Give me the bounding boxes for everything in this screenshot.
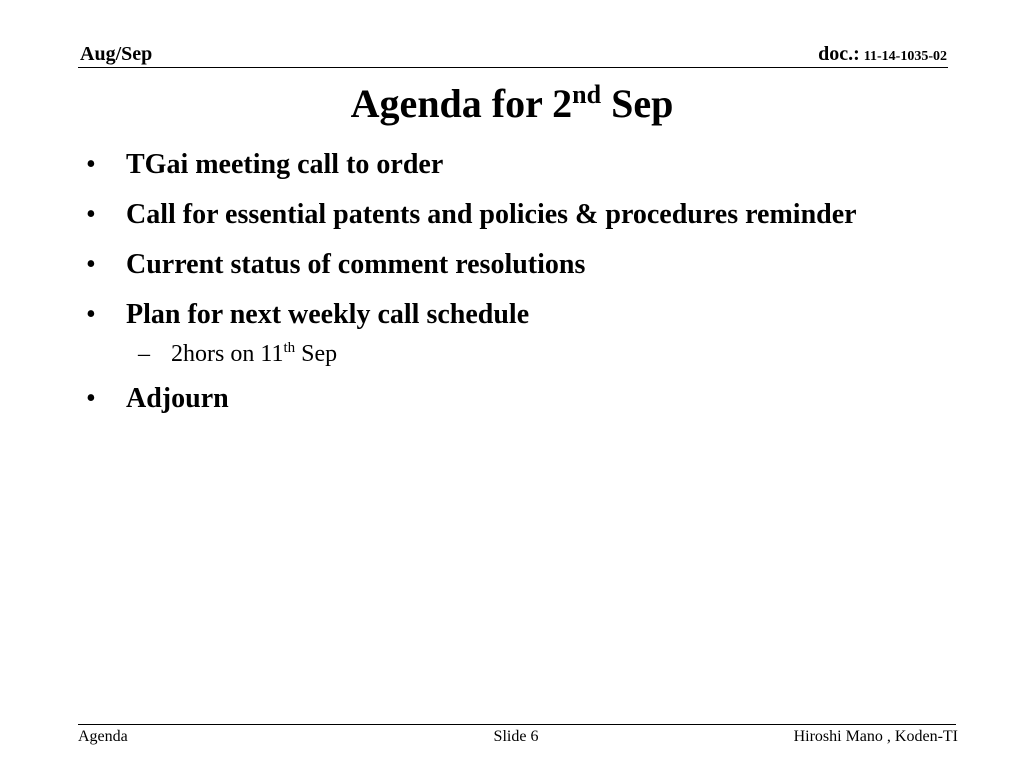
footer-slide-number: Slide 6 — [493, 728, 539, 745]
bullet-marker: • — [86, 383, 96, 414]
slide-title — [0, 80, 1024, 128]
footer-topic: Agenda — [78, 728, 128, 745]
agenda-list — [86, 145, 916, 429]
header-divider — [78, 67, 948, 68]
agenda-item — [86, 245, 916, 285]
agenda-item-text: Call for essential patents and policies & procedures reminder — [126, 199, 857, 230]
footer-author: Hiroshi Mano , Koden-TI — [793, 728, 958, 745]
header-doc-reference — [818, 42, 947, 69]
agenda-item-text: Plan for next weekly call schedule — [126, 299, 530, 330]
title-main: Agenda for 2 — [350, 81, 573, 126]
agenda-item — [86, 295, 916, 335]
sub-item-text-before: 2hors on 11 — [171, 341, 284, 367]
agenda-item — [86, 379, 916, 419]
agenda-item-text: Current status of comment resolutions — [126, 249, 586, 280]
title-superscript: nd — [572, 80, 602, 109]
bullet-marker: • — [86, 149, 96, 180]
sub-bullet-marker: – — [138, 341, 150, 367]
sub-item-text-after: Sep — [295, 341, 338, 367]
title-tail: Sep — [601, 81, 674, 126]
agenda-sub-item — [86, 339, 916, 369]
header-date: Aug/Sep — [80, 43, 153, 65]
bullet-marker: • — [86, 299, 96, 330]
bullet-marker: • — [86, 249, 96, 280]
doc-label: doc.: — [818, 43, 860, 65]
footer-divider — [78, 724, 956, 725]
sub-item-superscript: th — [283, 340, 296, 356]
agenda-item — [86, 195, 916, 235]
agenda-item-text: TGai meeting call to order — [126, 149, 444, 180]
doc-number: 11-14-1035-02 — [863, 49, 947, 64]
agenda-item-text: Adjourn — [126, 383, 229, 414]
agenda-item — [86, 145, 916, 185]
bullet-marker: • — [86, 199, 96, 230]
